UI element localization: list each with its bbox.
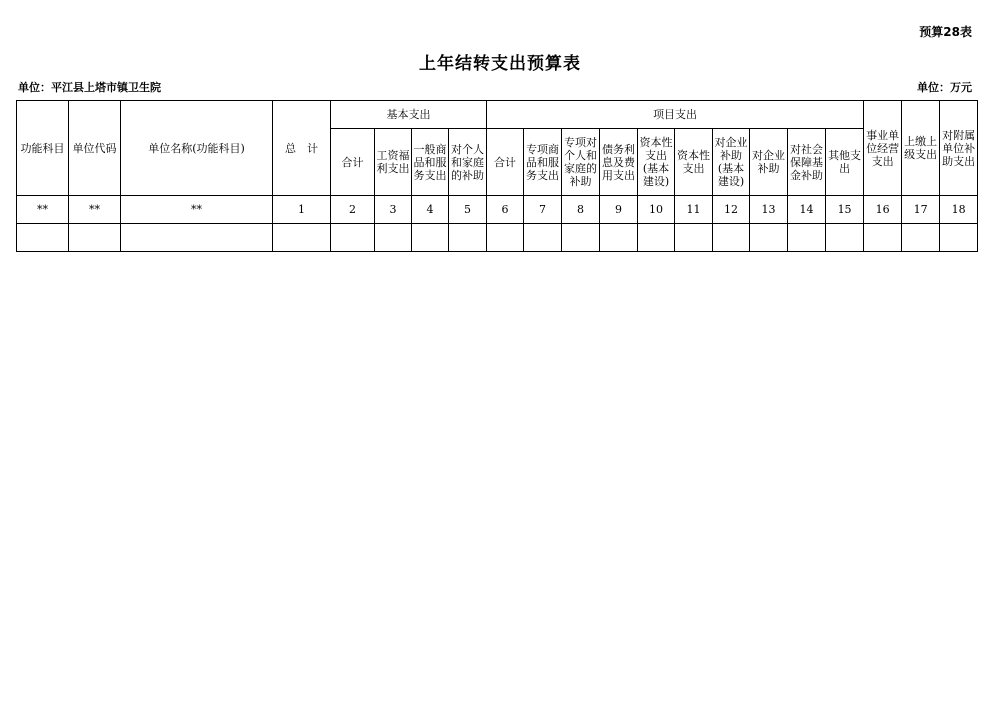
empty-cell xyxy=(17,224,69,252)
header-basic-col: 对个人和家庭的补助 xyxy=(449,129,487,196)
code-cell: 4 xyxy=(412,196,449,224)
empty-cell xyxy=(902,224,940,252)
empty-cell xyxy=(449,224,487,252)
empty-cell xyxy=(273,224,331,252)
code-cell: 9 xyxy=(600,196,638,224)
header-basic-col: 工资福利支出 xyxy=(375,129,412,196)
header-unit-name: 单位名称(功能科目) xyxy=(121,101,273,196)
header-extra-col: 上缴上级支出 xyxy=(902,101,940,196)
empty-cell xyxy=(487,224,524,252)
code-cell: 17 xyxy=(902,196,940,224)
empty-cell xyxy=(864,224,902,252)
code-cell: 6 xyxy=(487,196,524,224)
empty-cell xyxy=(412,224,449,252)
empty-cell xyxy=(69,224,121,252)
code-cell: 2 xyxy=(331,196,375,224)
code-cell: 8 xyxy=(562,196,600,224)
empty-cell xyxy=(940,224,978,252)
empty-cell xyxy=(375,224,412,252)
header-unit-code: 单位代码 xyxy=(69,101,121,196)
header-project-col: 对社会保障基金补助 xyxy=(788,129,826,196)
code-cell: ** xyxy=(69,196,121,224)
code-cell: 12 xyxy=(713,196,750,224)
header-project-col: 债务利息及费用支出 xyxy=(600,129,638,196)
code-cell: 7 xyxy=(524,196,562,224)
empty-cell xyxy=(638,224,675,252)
header-group-project: 项目支出 xyxy=(487,101,864,129)
code-cell: 5 xyxy=(449,196,487,224)
header-project-col: 专项对个人和家庭的补助 xyxy=(562,129,600,196)
empty-cell xyxy=(675,224,713,252)
code-cell: 1 xyxy=(273,196,331,224)
header-func-subject: 功能科目 xyxy=(17,101,69,196)
form-number: 预算28表 xyxy=(919,25,972,39)
code-cell: 16 xyxy=(864,196,902,224)
header-total: 总 计 xyxy=(273,101,331,196)
header-basic-col: 合计 xyxy=(331,129,375,196)
unit-organization: 单位：平江县上塔市镇卫生院 xyxy=(18,81,161,94)
empty-cell xyxy=(788,224,826,252)
empty-cell xyxy=(600,224,638,252)
header-project-col: 资本性支出(基本建设) xyxy=(638,129,675,196)
code-cell: ** xyxy=(121,196,273,224)
code-cell: 18 xyxy=(940,196,978,224)
header-project-col: 其他支出 xyxy=(826,129,864,196)
header-row-groups xyxy=(17,101,978,129)
empty-cell xyxy=(562,224,600,252)
header-project-col: 专项商品和服务支出 xyxy=(524,129,562,196)
header-project-col: 对企业补助(基本建设) xyxy=(713,129,750,196)
header-project-col: 资本性支出 xyxy=(675,129,713,196)
header-project-col: 对企业补助 xyxy=(750,129,788,196)
header-extra-col: 对附属单位补助支出 xyxy=(940,101,978,196)
page-title: 上年结转支出预算表 xyxy=(419,54,581,74)
budget-table xyxy=(16,100,978,252)
code-cell: 11 xyxy=(675,196,713,224)
empty-cell xyxy=(750,224,788,252)
empty-cell xyxy=(121,224,273,252)
code-cell: 15 xyxy=(826,196,864,224)
unit-currency: 单位：万元 xyxy=(917,81,972,94)
empty-cell xyxy=(826,224,864,252)
table-row-codes xyxy=(17,196,978,224)
header-basic-col: 一般商品和服务支出 xyxy=(412,129,449,196)
header-project-col: 合计 xyxy=(487,129,524,196)
code-cell: 13 xyxy=(750,196,788,224)
code-cell: 10 xyxy=(638,196,675,224)
empty-cell xyxy=(713,224,750,252)
header-group-basic: 基本支出 xyxy=(331,101,487,129)
header-extra-col: 事业单位经营支出 xyxy=(864,101,902,196)
code-cell: ** xyxy=(17,196,69,224)
code-cell: 3 xyxy=(375,196,412,224)
empty-cell xyxy=(331,224,375,252)
empty-cell xyxy=(524,224,562,252)
table-row-empty xyxy=(17,224,978,252)
code-cell: 14 xyxy=(788,196,826,224)
